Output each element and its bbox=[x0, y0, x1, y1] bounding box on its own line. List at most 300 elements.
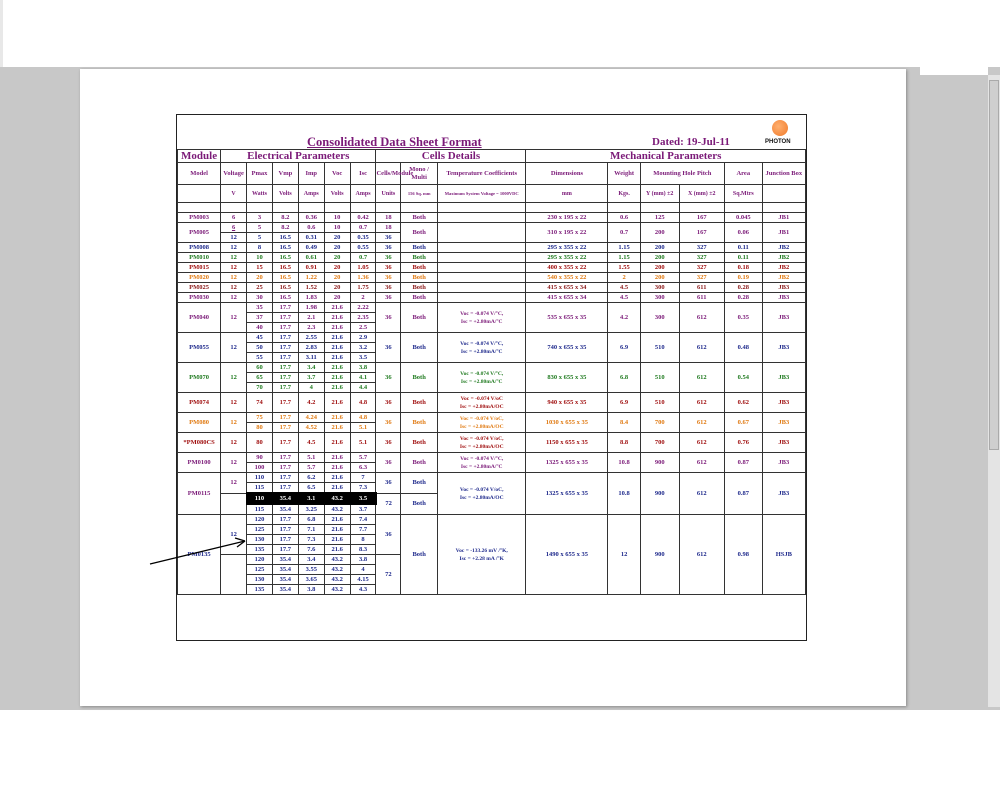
vmp-cell: 17.7 bbox=[272, 333, 298, 343]
p-cell: 5 bbox=[247, 223, 273, 233]
vmp-cell: 16.5 bbox=[272, 263, 298, 273]
mono-cell: Both bbox=[401, 223, 438, 243]
dim-cell: 400 x 355 x 22 bbox=[526, 263, 608, 273]
dimensions-cell: 310 x 195 x 22 bbox=[526, 223, 608, 243]
wt-cell: 10.8 bbox=[608, 453, 640, 473]
voc-cell: 10 bbox=[324, 213, 350, 223]
isc-cell: 3.2 bbox=[350, 343, 376, 353]
wt-cell: 1.15 bbox=[608, 253, 640, 263]
vmp-cell: 17.7 bbox=[272, 515, 298, 525]
mm-cell: Both bbox=[401, 273, 438, 283]
p-cell: 90 bbox=[247, 453, 273, 463]
voltage-cell: 12 bbox=[221, 515, 247, 555]
model-cell: PM074 bbox=[178, 393, 221, 413]
header-cells-module: Cells/Module bbox=[376, 163, 401, 185]
cells-cell: 36 bbox=[376, 283, 401, 293]
y-cell: 300 bbox=[640, 283, 679, 293]
p-cell: 130 bbox=[247, 575, 273, 585]
mono-cell: Both bbox=[401, 303, 438, 333]
jb-cell: JB3 bbox=[762, 413, 805, 433]
mono-cell: Both bbox=[401, 433, 438, 453]
mm-cell: Both bbox=[401, 243, 438, 253]
imp-cell: 0.6 bbox=[298, 223, 324, 233]
cells-cell: 36 bbox=[376, 453, 401, 473]
voltage-cell: 12 bbox=[221, 473, 247, 494]
x-cell: 612 bbox=[679, 303, 724, 333]
cells-cell: 36 bbox=[376, 363, 401, 393]
y-cell: 900 bbox=[640, 453, 679, 473]
vmp-cell: 17.7 bbox=[272, 413, 298, 423]
dim-cell: 295 x 355 x 22 bbox=[526, 253, 608, 263]
y-cell: 200 bbox=[640, 263, 679, 273]
jb-cell: JB3 bbox=[762, 333, 805, 363]
spacer-cell bbox=[298, 203, 324, 213]
v-cell: 12 bbox=[221, 273, 247, 283]
voc-cell: 21.6 bbox=[324, 353, 350, 363]
imp-cell: 3.25 bbox=[298, 504, 324, 515]
unit-cells: Units bbox=[376, 185, 401, 203]
imp-cell: 7.1 bbox=[298, 525, 324, 535]
isc-cell: 0.7 bbox=[350, 253, 376, 263]
imp-cell: 5.7 bbox=[298, 463, 324, 473]
x-cell: 612 bbox=[679, 333, 724, 363]
voc-cell: 21.6 bbox=[324, 363, 350, 373]
cells-cell: 72 bbox=[376, 555, 401, 595]
imp-cell: 3.8 bbox=[298, 585, 324, 595]
vmp-cell: 17.7 bbox=[272, 393, 298, 413]
temp-coeff-cell bbox=[437, 473, 525, 515]
header-model: Model bbox=[178, 163, 221, 185]
dim-cell: 1325 x 655 x 35 bbox=[526, 473, 608, 515]
scrollbar-thumb[interactable] bbox=[989, 80, 999, 450]
isc-cell: 4.8 bbox=[350, 393, 376, 413]
spacer-cell bbox=[376, 203, 401, 213]
spacer-cell bbox=[401, 203, 438, 213]
voc-cell: 20 bbox=[324, 233, 350, 243]
vmp-cell: 17.7 bbox=[272, 363, 298, 373]
x-cell: 612 bbox=[679, 363, 724, 393]
unit-x: X (mm) ±2 bbox=[679, 185, 724, 203]
temp-coeff-voc: Voc = -0.074 V/°C, bbox=[460, 370, 504, 377]
area-cell: 0.18 bbox=[724, 263, 762, 273]
imp-cell: 0.36 bbox=[298, 213, 324, 223]
model-cell: PM020 bbox=[178, 273, 221, 283]
area-cell: 0.62 bbox=[724, 393, 762, 413]
vmp-cell: 16.5 bbox=[272, 243, 298, 253]
y-cell: 200 bbox=[640, 223, 679, 243]
voc-cell: 10 bbox=[324, 223, 350, 233]
p-cell: 45 bbox=[247, 333, 273, 343]
vmp-cell: 16.5 bbox=[272, 283, 298, 293]
vmp-cell: 17.7 bbox=[272, 483, 298, 494]
voltage-cell: 6 bbox=[221, 223, 247, 233]
tc-cell bbox=[437, 253, 525, 263]
mm-cell: Both bbox=[401, 253, 438, 263]
temp-coeff-isc: Isc = +2.80mA/°C bbox=[460, 348, 503, 355]
wt-cell: 8.8 bbox=[608, 433, 640, 453]
area-cell: 0.54 bbox=[724, 363, 762, 393]
voc-cell: 21.6 bbox=[324, 463, 350, 473]
imp-cell: 3.4 bbox=[298, 363, 324, 373]
jb-cell: JB3 bbox=[762, 453, 805, 473]
p-cell: 74 bbox=[247, 393, 273, 413]
jb-cell: JB3 bbox=[762, 473, 805, 515]
dim-cell: 230 x 195 x 22 bbox=[526, 213, 608, 223]
section-cells: Cells Details bbox=[376, 150, 526, 163]
y-cell: 200 bbox=[640, 273, 679, 283]
voc-cell: 21.6 bbox=[324, 333, 350, 343]
unit-vmp: Volts bbox=[272, 185, 298, 203]
temp-coeff-isc: Isc = +2.80mA/OC bbox=[459, 403, 504, 410]
voltage-cell: 12 bbox=[221, 453, 247, 473]
vmp-cell: 8.2 bbox=[272, 223, 298, 233]
isc-cell: 6.3 bbox=[350, 463, 376, 473]
highlighted-p-cell: 110 bbox=[247, 493, 273, 504]
wt-cell: 6.9 bbox=[608, 333, 640, 363]
voc-cell: 21.6 bbox=[324, 413, 350, 423]
temp-coeff-isc: Isc = +2.80mA/OC bbox=[459, 494, 504, 501]
p-cell: 125 bbox=[247, 565, 273, 575]
cells-cell: 36 bbox=[376, 233, 401, 243]
mm-cell: Both bbox=[401, 283, 438, 293]
p-cell: 60 bbox=[247, 363, 273, 373]
y-cell: 510 bbox=[640, 333, 679, 363]
wt-cell: 1.55 bbox=[608, 263, 640, 273]
isc-cell: 4.1 bbox=[350, 373, 376, 383]
mm-cell: Both bbox=[401, 263, 438, 273]
isc-cell: 1.75 bbox=[350, 283, 376, 293]
imp-cell: 0.91 bbox=[298, 263, 324, 273]
isc-cell: 2.5 bbox=[350, 323, 376, 333]
header-dimensions: Dimensions bbox=[526, 163, 608, 185]
imp-cell: 3.11 bbox=[298, 353, 324, 363]
wt-cell: 1.15 bbox=[608, 243, 640, 253]
header-junction: Junction Box bbox=[762, 163, 805, 185]
spacer-cell bbox=[437, 203, 525, 213]
isc-cell: 5.1 bbox=[350, 433, 376, 453]
header-vmp: Vmp bbox=[272, 163, 298, 185]
unit-dims: mm bbox=[526, 185, 608, 203]
unit-mono: 156 Sq. mm bbox=[401, 185, 438, 203]
vmp-cell: 17.7 bbox=[272, 313, 298, 323]
isc-cell: 2 bbox=[350, 293, 376, 303]
temp-coeff-cell bbox=[437, 363, 525, 393]
imp-cell: 1.83 bbox=[298, 293, 324, 303]
y-cell: 900 bbox=[640, 515, 679, 595]
p-cell: 3 bbox=[247, 213, 273, 223]
model-cell: PM010 bbox=[178, 253, 221, 263]
area-cell: 0.06 bbox=[724, 223, 762, 243]
isc-cell: 7.3 bbox=[350, 483, 376, 494]
mono-cell: Both bbox=[401, 473, 438, 494]
imp-cell: 0.31 bbox=[298, 233, 324, 243]
cells-cell: 18 bbox=[376, 213, 401, 223]
dim-cell: 535 x 655 x 35 bbox=[526, 303, 608, 333]
p-cell: 125 bbox=[247, 525, 273, 535]
p-cell: 120 bbox=[247, 515, 273, 525]
tc-cell bbox=[437, 263, 525, 273]
section-mechanical: Mechanical Parameters bbox=[526, 150, 806, 163]
dim-cell: 1150 x 655 x 35 bbox=[526, 433, 608, 453]
cells-cell: 36 bbox=[376, 263, 401, 273]
voc-cell: 20 bbox=[324, 293, 350, 303]
unit-voltage: V bbox=[221, 185, 247, 203]
voltage-cell: 12 bbox=[221, 433, 247, 453]
highlighted-isc-cell: 3.5 bbox=[350, 493, 376, 504]
p-cell: 37 bbox=[247, 313, 273, 323]
imp-cell: 1.52 bbox=[298, 283, 324, 293]
header-voltage: Voltage bbox=[221, 163, 247, 185]
cells-cell: 18 bbox=[376, 223, 401, 233]
imp-cell: 2.3 bbox=[298, 323, 324, 333]
cells-cell: 36 bbox=[376, 473, 401, 494]
isc-cell: 0.42 bbox=[350, 213, 376, 223]
y-cell: 200 bbox=[640, 243, 679, 253]
area-cell: 0.87 bbox=[724, 473, 762, 515]
v-cell: 12 bbox=[221, 253, 247, 263]
vmp-cell: 35.4 bbox=[272, 585, 298, 595]
cells-cell: 36 bbox=[376, 333, 401, 363]
p-cell: 30 bbox=[247, 293, 273, 303]
isc-cell: 8.3 bbox=[350, 545, 376, 555]
model-cell: PM0135 bbox=[178, 515, 221, 595]
cells-cell: 72 bbox=[376, 493, 401, 515]
voc-cell: 21.6 bbox=[324, 473, 350, 483]
unit-max-system-voltage: Maximum System Voltage = 1000VDC bbox=[437, 185, 525, 203]
header-mono-multi: Mono / Multi bbox=[401, 163, 438, 185]
imp-cell: 3.55 bbox=[298, 565, 324, 575]
p-cell: 115 bbox=[247, 504, 273, 515]
tc-cell bbox=[437, 273, 525, 283]
voc-cell: 21.6 bbox=[324, 383, 350, 393]
temp-coeff-voc: Voc = -0.074 V/°C, bbox=[460, 310, 504, 317]
unit-model bbox=[178, 185, 221, 203]
p-cell: 110 bbox=[247, 473, 273, 483]
p-cell: 55 bbox=[247, 353, 273, 363]
unit-area: Sq.Mtrs bbox=[724, 185, 762, 203]
p-cell: 135 bbox=[247, 585, 273, 595]
p-cell: 135 bbox=[247, 545, 273, 555]
cells-cell: 36 bbox=[376, 413, 401, 433]
jb-cell: JB2 bbox=[762, 263, 805, 273]
voc-cell: 43.2 bbox=[324, 504, 350, 515]
isc-cell: 4 bbox=[350, 565, 376, 575]
model-cell: PM003 bbox=[178, 213, 221, 223]
v-cell: 12 bbox=[221, 283, 247, 293]
vmp-cell: 17.7 bbox=[272, 303, 298, 313]
dim-cell: 1325 x 655 x 35 bbox=[526, 453, 608, 473]
model-cell: PM030 bbox=[178, 293, 221, 303]
temp-coeff-cell bbox=[437, 515, 525, 595]
dim-cell: 415 x 655 x 34 bbox=[526, 293, 608, 303]
isc-cell: 7 bbox=[350, 473, 376, 483]
vmp-cell: 8.2 bbox=[272, 213, 298, 223]
y-cell: 200 bbox=[640, 253, 679, 263]
voc-cell: 21.6 bbox=[324, 343, 350, 353]
voc-cell: 21.6 bbox=[324, 525, 350, 535]
voc-cell: 20 bbox=[324, 283, 350, 293]
wt-cell: 4.2 bbox=[608, 303, 640, 333]
voc-cell: 21.6 bbox=[324, 433, 350, 453]
header-temp-coeff: Temperature Coefficients bbox=[437, 163, 525, 185]
model-cell: PM040 bbox=[178, 303, 221, 333]
temp-coeff-cell bbox=[437, 453, 525, 473]
dim-cell: 415 x 655 x 34 bbox=[526, 283, 608, 293]
jb-cell: JB2 bbox=[762, 243, 805, 253]
isc-cell: 3.8 bbox=[350, 555, 376, 565]
mono-cell: Both bbox=[401, 333, 438, 363]
v-cell: 12 bbox=[221, 263, 247, 273]
spacer-cell bbox=[762, 203, 805, 213]
isc-cell: 2.22 bbox=[350, 303, 376, 313]
area-cell: 0.045 bbox=[724, 213, 762, 223]
model-cell: PM0115 bbox=[178, 473, 221, 515]
voc-cell: 43.2 bbox=[324, 555, 350, 565]
p-cell: 25 bbox=[247, 283, 273, 293]
isc-cell: 5.1 bbox=[350, 423, 376, 433]
voltage-cell: 12 bbox=[221, 303, 247, 333]
voc-cell: 21.6 bbox=[324, 303, 350, 313]
model-cell: PM080 bbox=[178, 413, 221, 433]
area-cell: 0.19 bbox=[724, 273, 762, 283]
voc-cell: 21.6 bbox=[324, 545, 350, 555]
mono-cell: Both bbox=[401, 393, 438, 413]
area-cell: 0.11 bbox=[724, 243, 762, 253]
cells-cell: 36 bbox=[376, 293, 401, 303]
p-cell: 8 bbox=[247, 243, 273, 253]
data-sheet bbox=[176, 114, 807, 641]
pointer-arrow bbox=[145, 530, 260, 570]
imp-cell: 5.1 bbox=[298, 453, 324, 463]
voc-cell: 21.6 bbox=[324, 323, 350, 333]
temp-coeff-isc: Isc = +2.80mA/OC bbox=[459, 443, 504, 450]
voc-cell: 21.6 bbox=[324, 423, 350, 433]
vmp-cell: 17.7 bbox=[272, 463, 298, 473]
area-cell: 0.28 bbox=[724, 283, 762, 293]
spacer-cell bbox=[679, 203, 724, 213]
x-cell: 327 bbox=[679, 273, 724, 283]
p-cell: 75 bbox=[247, 413, 273, 423]
photon-logo-sun bbox=[772, 120, 788, 136]
dim-cell: 540 x 355 x 22 bbox=[526, 273, 608, 283]
cells-cell: 36 bbox=[376, 253, 401, 263]
p-cell: 80 bbox=[247, 433, 273, 453]
isc-cell: 8 bbox=[350, 535, 376, 545]
dim-cell: 830 x 655 x 35 bbox=[526, 363, 608, 393]
x-cell: 611 bbox=[679, 283, 724, 293]
y-cell: 700 bbox=[640, 433, 679, 453]
temp-coeff-voc: Voc = -0.074 V/oC, bbox=[459, 415, 504, 422]
cells-cell: 36 bbox=[376, 273, 401, 283]
area-cell: 0.11 bbox=[724, 253, 762, 263]
voc-cell: 21.6 bbox=[324, 373, 350, 383]
document-page bbox=[80, 69, 906, 706]
voltage-cell: 12 bbox=[221, 233, 247, 243]
dim-cell: 940 x 655 x 35 bbox=[526, 393, 608, 413]
voltage-cell: 12 bbox=[221, 363, 247, 393]
vmp-cell: 17.7 bbox=[272, 535, 298, 545]
area-cell: 0.76 bbox=[724, 433, 762, 453]
temp-coeff-cell bbox=[437, 393, 525, 413]
temp-coeff-isc: Isc = +2.80mA/°C bbox=[460, 318, 503, 325]
imp-cell: 7.6 bbox=[298, 545, 324, 555]
x-cell: 612 bbox=[679, 515, 724, 595]
voc-cell: 21.6 bbox=[324, 515, 350, 525]
isc-cell: 4.3 bbox=[350, 585, 376, 595]
highlighted-vmp-cell: 35.4 bbox=[272, 493, 298, 504]
area-cell: 0.98 bbox=[724, 515, 762, 595]
p-cell: 80 bbox=[247, 423, 273, 433]
unit-isc: Amps bbox=[350, 185, 376, 203]
cells-cell: 36 bbox=[376, 433, 401, 453]
y-cell: 300 bbox=[640, 303, 679, 333]
vmp-cell: 16.5 bbox=[272, 233, 298, 243]
jb-cell: JB2 bbox=[762, 253, 805, 263]
jb-cell: JB3 bbox=[762, 303, 805, 333]
temp-coeff-cell bbox=[437, 333, 525, 363]
viewer-top-strip bbox=[0, 0, 1000, 67]
wt-cell: 12 bbox=[608, 515, 640, 595]
model-cell: PM015 bbox=[178, 263, 221, 273]
wt-cell: 6.9 bbox=[608, 393, 640, 413]
wt-cell: 10.8 bbox=[608, 473, 640, 515]
mono-cell: Both bbox=[401, 493, 438, 515]
y-cell: 510 bbox=[640, 363, 679, 393]
model-cell: PM055 bbox=[178, 333, 221, 363]
unit-weight: Kgs. bbox=[608, 185, 640, 203]
temp-coeff-isc: Isc = +2.80mA/OC bbox=[459, 423, 504, 430]
tc-cell bbox=[437, 283, 525, 293]
section-electrical: Electrical Parameters bbox=[221, 150, 376, 163]
x-cell: 167 bbox=[679, 223, 724, 243]
dim-cell: 1030 x 655 x 35 bbox=[526, 413, 608, 433]
p-cell: 40 bbox=[247, 323, 273, 333]
area-cell: 0.67 bbox=[724, 413, 762, 433]
imp-cell: 6.2 bbox=[298, 473, 324, 483]
spacer-cell bbox=[724, 203, 762, 213]
model-cell: PM025 bbox=[178, 283, 221, 293]
viewer-corner bbox=[920, 67, 988, 75]
temp-coeff-isc: Isc = +2.80mA/°C bbox=[460, 378, 503, 385]
y-cell: 300 bbox=[640, 293, 679, 303]
spacer-cell bbox=[608, 203, 640, 213]
voc-cell: 21.6 bbox=[324, 483, 350, 494]
vmp-cell: 17.7 bbox=[272, 545, 298, 555]
vmp-cell: 17.7 bbox=[272, 433, 298, 453]
unit-junction bbox=[762, 185, 805, 203]
isc-cell: 7.4 bbox=[350, 515, 376, 525]
temp-coeff-cell bbox=[437, 413, 525, 433]
wt-cell: 0.6 bbox=[608, 213, 640, 223]
sheet-date: Dated: 19-Jul-11 bbox=[652, 136, 730, 148]
unit-pmax: Watts bbox=[247, 185, 273, 203]
viewer-top-left-edge bbox=[0, 0, 3, 67]
v-cell: 12 bbox=[221, 293, 247, 303]
x-cell: 167 bbox=[679, 213, 724, 223]
wt-cell: 6.8 bbox=[608, 363, 640, 393]
imp-cell: 3.4 bbox=[298, 555, 324, 565]
p-cell: 50 bbox=[247, 343, 273, 353]
model-cell: *PM080CS bbox=[178, 433, 221, 453]
spacer-cell bbox=[247, 203, 273, 213]
imp-cell: 4 bbox=[298, 383, 324, 393]
imp-cell: 1.98 bbox=[298, 303, 324, 313]
vmp-cell: 35.4 bbox=[272, 555, 298, 565]
temp-coeff-voc: Voc = -0.074 V/oC, bbox=[459, 486, 504, 493]
wt-cell: 4.5 bbox=[608, 283, 640, 293]
p-cell: 35 bbox=[247, 303, 273, 313]
unit-voc: Volts bbox=[324, 185, 350, 203]
